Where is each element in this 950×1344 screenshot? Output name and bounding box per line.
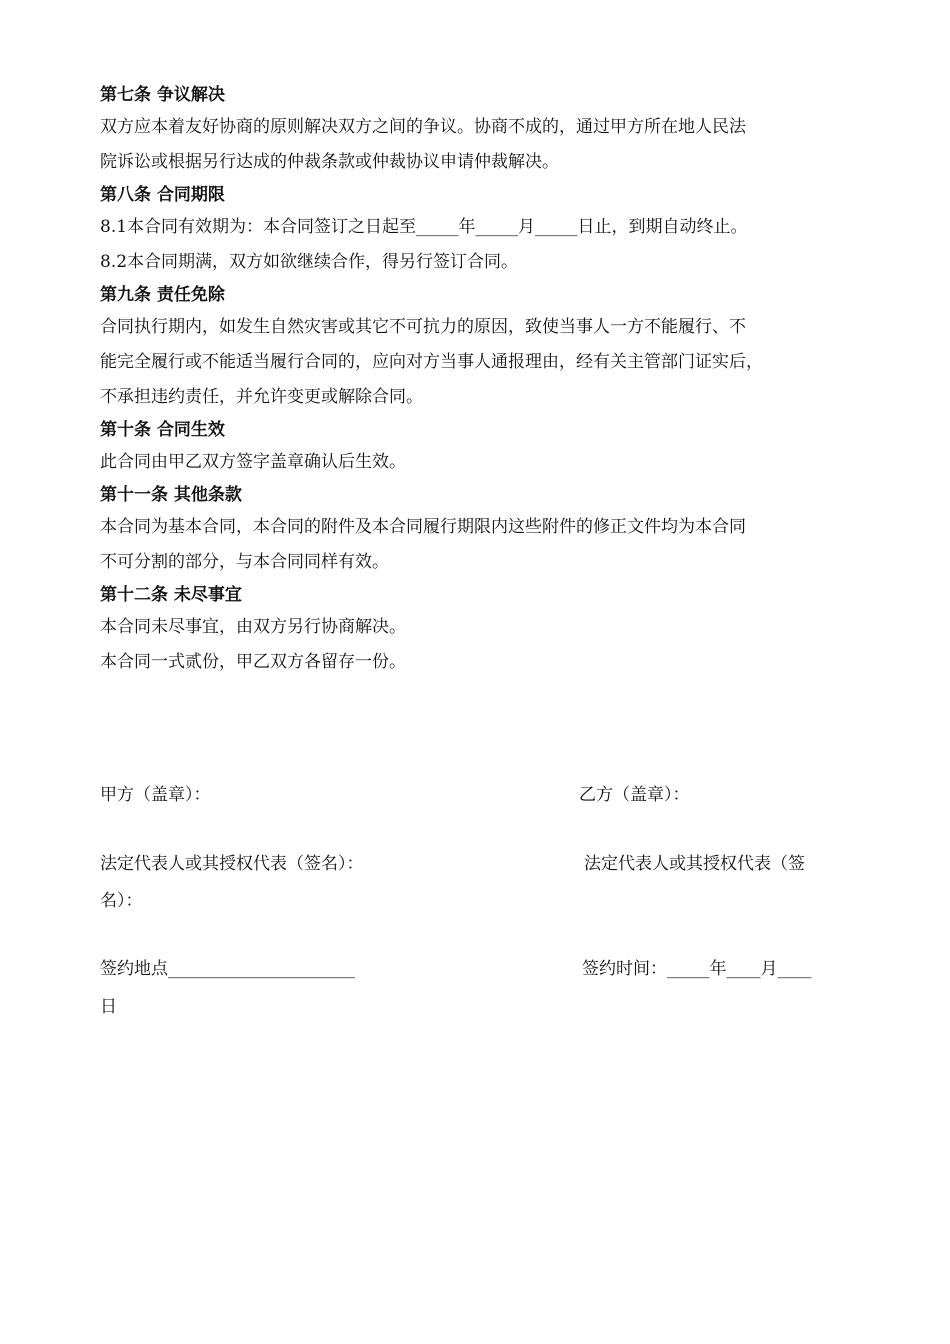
clause-9-line-1: 合同执行期内，如发生自然灾害或其它不可抗力的原因，致使当事人一方不能履行、不 bbox=[100, 317, 746, 337]
clause-12-line-2: 本合同一式贰份，甲乙双方各留存一份。 bbox=[100, 652, 406, 672]
clause-11-line-2: 不可分割的部分，与本合同同样有效。 bbox=[100, 552, 389, 572]
clause-7-line-2: 院诉讼或根据另行达成的仲裁条款或仲裁协议申请仲裁解决。 bbox=[100, 152, 559, 172]
clause-12-heading: 第十二条 未尽事宜 bbox=[100, 585, 242, 605]
clause-11 bbox=[100, 480, 860, 580]
party-b-seal-label: 乙方（盖章）： bbox=[579, 785, 690, 805]
clause-9-line-3: 不承担违约责任，并允许变更或解除合同。 bbox=[100, 387, 423, 407]
clause-11-heading: 第十一条 其他条款 bbox=[100, 485, 242, 505]
clause-10-heading: 第十条 合同生效 bbox=[100, 420, 225, 440]
party-a-seal-label: 甲方（盖章）： bbox=[100, 785, 211, 805]
party-a-representative-label: 法定代表人或其授权代表（签名）： bbox=[100, 854, 364, 874]
clause-9-line-2: 能完全履行或不能适当履行合同的，应向对方当事人通报理由，经有关主管部门证实后， bbox=[100, 352, 763, 372]
signing-time-field: 签约时间：_____年____月____ bbox=[582, 959, 812, 979]
clause-8-line-2: 8.2本合同期满，双方如欲继续合作，得另行签订合同。 bbox=[100, 252, 519, 272]
party-b-representative-label-line-1: 法定代表人或其授权代表（签 bbox=[584, 854, 805, 874]
clause-9-heading: 第九条 责任免除 bbox=[100, 285, 225, 305]
clause-12-line-1: 本合同未尽事宜，由双方另行协商解决。 bbox=[100, 617, 406, 637]
clause-10-line-1: 此合同由甲乙双方签字盖章确认后生效。 bbox=[100, 452, 406, 472]
clause-11-line-1: 本合同为基本合同，本合同的附件及本合同履行期限内这些附件的修正文件均为本合同 bbox=[100, 517, 746, 537]
party-b-representative-label-line-2: 名）： bbox=[100, 891, 143, 911]
contract-clauses bbox=[100, 80, 860, 680]
signing-place-field: 签约地点______________________ bbox=[100, 959, 355, 979]
clause-8-line-1: 8.1本合同有效期为：本合同签订之日起至_____年_____月_____日止，到期自动终止。 bbox=[100, 217, 748, 237]
clause-7-heading: 第七条 争议解决 bbox=[100, 85, 225, 105]
clause-9 bbox=[100, 280, 860, 415]
clause-8-heading: 第八条 合同期限 bbox=[100, 185, 225, 205]
signing-time-day-label: 日 bbox=[100, 997, 117, 1017]
clause-7 bbox=[100, 80, 860, 180]
clause-7-line-1: 双方应本着友好协商的原则解决双方之间的争议。协商不成的，通过甲方所在地人民法 bbox=[100, 117, 746, 137]
clause-8 bbox=[100, 180, 860, 280]
clause-12 bbox=[100, 580, 860, 680]
clause-10 bbox=[100, 415, 860, 480]
